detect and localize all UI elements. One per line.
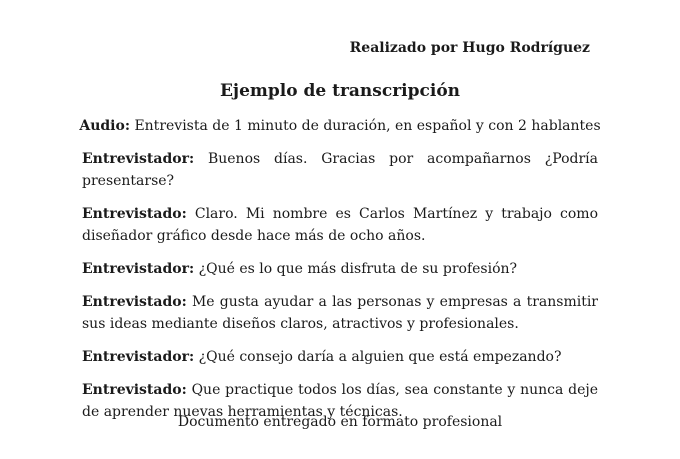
- turn-text: Me gusta ayudar a las personas y empresas a transmitir sus ideas mediante diseños claros, atractivos y profesionales.: [82, 294, 598, 332]
- footer-note: Documento entregado en formato profesional: [177, 414, 503, 430]
- document-title: Ejemplo de transcripción: [219, 81, 461, 101]
- speaker-label: Entrevistador:: [82, 151, 195, 167]
- turn-text: ¿Qué consejo daría a alguien que está empezando?: [194, 349, 562, 365]
- speaker-label: Entrevistado:: [82, 382, 187, 398]
- transcript-turn: [82, 148, 598, 192]
- turn-text: Buenos días. Gracias por acompañarnos ¿Podría presentarse?: [82, 151, 598, 189]
- transcript-body: [82, 148, 598, 434]
- author-credit: Realizado por Hugo Rodríguez: [349, 40, 590, 56]
- audio-description: Entrevista de 1 minuto de duración, en español y con 2 hablantes: [130, 118, 601, 134]
- turn-text: ¿Qué es lo que más disfruta de su profesión?: [194, 261, 518, 277]
- audio-label: Audio:: [79, 118, 130, 134]
- turn-text: Claro. Mi nombre es Carlos Martínez y trabajo como diseñador gráfico desde hace más de ocho años.: [82, 206, 598, 244]
- audio-info: [0, 118, 680, 134]
- transcript-turn: [82, 258, 598, 280]
- transcript-turn: [82, 346, 598, 368]
- speaker-label: Entrevistador:: [82, 349, 195, 365]
- transcript-turn: [82, 203, 598, 247]
- speaker-label: Entrevistado:: [82, 294, 187, 310]
- transcript-turn: [82, 291, 598, 335]
- speaker-label: Entrevistador:: [82, 261, 195, 277]
- speaker-label: Entrevistado:: [82, 206, 187, 222]
- turn-text: Que practique todos los días, sea constante y nunca deje de aprender nuevas herramientas y técnicas.: [82, 382, 598, 420]
